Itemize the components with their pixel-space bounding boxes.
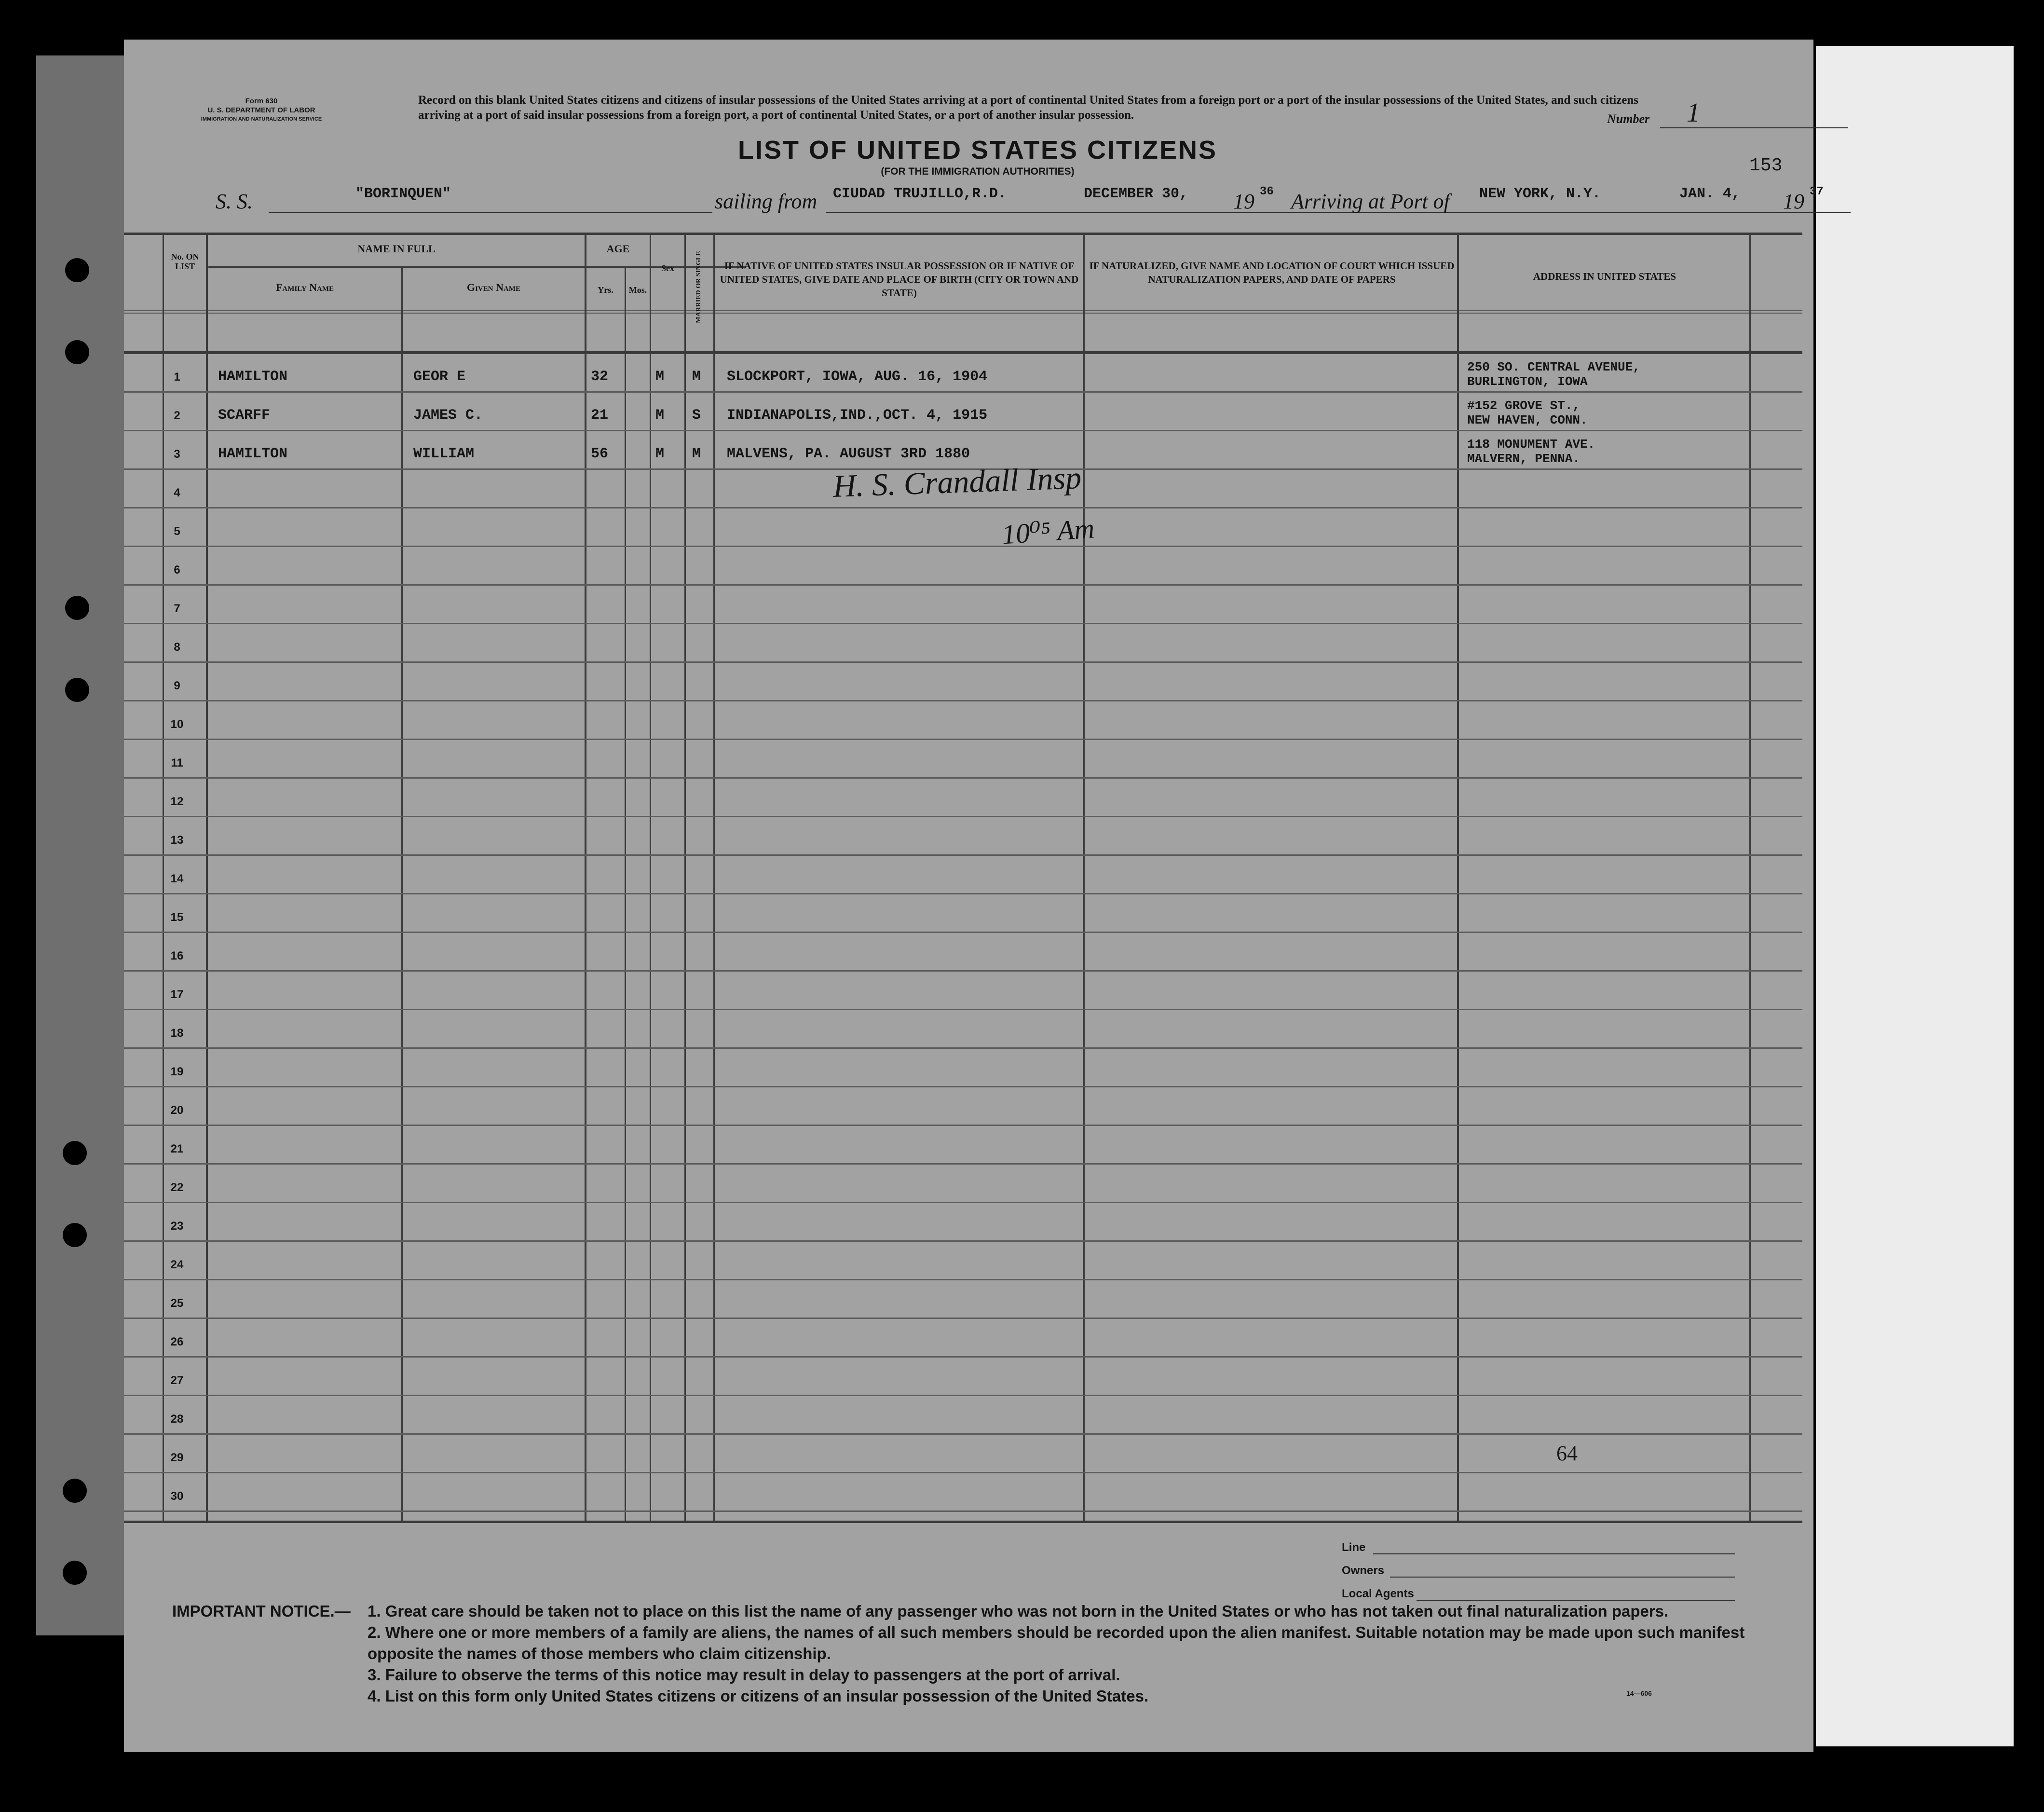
notice-4: 4. List on this form only United States citizens or citizens of an insular possession of the United States. xyxy=(368,1687,1149,1705)
cell-given: GEOR E xyxy=(413,369,466,385)
cell-family: HAMILTON xyxy=(218,369,288,385)
table-row xyxy=(124,1165,1802,1203)
header-no-on-list: No. ON LIST xyxy=(171,252,199,271)
manifest-sheet xyxy=(124,40,1824,1752)
row-number: 26 xyxy=(170,1335,184,1348)
table-row xyxy=(124,933,1802,972)
cell-sex: M xyxy=(655,446,665,462)
row-number: 12 xyxy=(170,795,184,808)
page-stamp: 153 xyxy=(1749,155,1783,176)
table-row xyxy=(124,779,1802,817)
table-row xyxy=(124,1010,1802,1049)
punch-hole xyxy=(63,1561,87,1585)
table-row xyxy=(124,508,1802,547)
cell-ms: M xyxy=(692,369,701,385)
table-row xyxy=(124,1203,1802,1242)
punch-hole xyxy=(63,1223,87,1247)
table-row xyxy=(124,354,1802,393)
header-mid-rule-2 xyxy=(124,313,1802,314)
form-title: LIST OF UNITED STATES CITIZENS xyxy=(738,136,1217,165)
inspection-time: 10⁰⁵ Am xyxy=(1001,512,1096,550)
row-number: 4 xyxy=(174,486,180,499)
punch-hole xyxy=(65,596,89,620)
origin-port: CIUDAD TRUJILLO,R.D. xyxy=(833,186,1007,202)
ss-label: S. S. xyxy=(216,190,253,213)
row-number: 1 xyxy=(174,371,180,384)
row-number: 21 xyxy=(170,1142,184,1155)
row-number: 23 xyxy=(170,1220,184,1233)
row-number: 24 xyxy=(170,1258,184,1271)
table-row xyxy=(124,1435,1802,1473)
cell-yrs: 32 xyxy=(591,369,609,385)
table-row xyxy=(124,1049,1802,1087)
punch-hole xyxy=(63,1141,87,1165)
cell-ms: S xyxy=(692,407,701,424)
header-family-name: Family Name xyxy=(275,281,334,293)
depart-year: 36 xyxy=(1260,185,1274,198)
table-row xyxy=(124,1396,1802,1435)
table-row xyxy=(124,586,1802,624)
header-address: ADDRESS IN UNITED STATES xyxy=(1533,271,1676,282)
cell-family: HAMILTON xyxy=(218,446,288,462)
sailing-label: sailing from xyxy=(715,190,818,213)
header-mos: Mos. xyxy=(628,285,647,295)
table-row xyxy=(124,663,1802,701)
arrival-port: NEW YORK, N.Y. xyxy=(1479,186,1601,202)
table-top-rule xyxy=(124,233,1802,235)
depart-date: DECEMBER 30, xyxy=(1084,186,1188,202)
cell-given: WILLIAM xyxy=(413,446,475,462)
table-row xyxy=(124,1280,1802,1319)
header-naturalized: IF NATURALIZED, GIVE NAME AND LOCATION OF COURT WHICH ISSUED NATURALIZATION PAPERS, AND DATE OF PAPERS xyxy=(1089,260,1455,285)
cell-sex: M xyxy=(655,369,665,385)
row-number: 6 xyxy=(174,563,180,577)
table-row xyxy=(124,856,1802,894)
table-row xyxy=(124,624,1802,663)
binder-strip xyxy=(36,55,124,1635)
arrival-year-prefix: 19 xyxy=(1783,190,1804,213)
local-agents-label: Local Agents xyxy=(1342,1587,1414,1600)
cell-birth: SLOCKPORT, IOWA, AUG. 16, 1904 xyxy=(727,369,988,385)
cell-family: SCARFF xyxy=(218,407,271,424)
line-label: Line xyxy=(1342,1541,1366,1554)
table-row xyxy=(124,1358,1802,1396)
form-instruction: Record on this blank United States citizens and citizens of insular possessions of the United States arriving at a port of continental United States from a foreign port or a port of the insular possessions of the United States, and such citizens arriving at a port of said insular possessions from a foreign port, a port of continental United States, or a port of another insular possession. xyxy=(418,94,1638,122)
punch-hole xyxy=(63,1479,87,1503)
line-underline xyxy=(1373,1553,1735,1554)
cell-address-line1: 118 MONUMENT AVE. xyxy=(1467,437,1595,452)
table-row xyxy=(124,740,1802,779)
passenger-rows xyxy=(124,354,1802,1522)
row-number: 28 xyxy=(170,1413,184,1426)
row-number: 11 xyxy=(171,756,183,769)
adjacent-page-edge xyxy=(1816,46,2014,1746)
cell-yrs: 21 xyxy=(591,407,609,424)
table-row xyxy=(124,1126,1802,1165)
table-row xyxy=(124,393,1802,431)
row-number: 27 xyxy=(170,1374,184,1387)
row-number: 18 xyxy=(170,1027,184,1040)
ship-name: "BORINQUEN" xyxy=(355,186,451,202)
row-number: 25 xyxy=(170,1297,184,1310)
row-number: 13 xyxy=(170,834,184,847)
row-number: 8 xyxy=(174,641,180,654)
cell-birth: INDIANAPOLIS,IND.,OCT. 4, 1915 xyxy=(727,407,988,424)
table-row xyxy=(124,817,1802,856)
row-number: 19 xyxy=(170,1065,184,1078)
table-row xyxy=(124,547,1802,586)
notice-2: 2. Where one or more members of a family are aliens, the names of all such members should be recorded upon the alien manifest. Suitable notation may be made upon such manifest opposite the names of those members who claim citizenship. xyxy=(368,1623,1745,1662)
arrival-year: 37 xyxy=(1810,185,1824,198)
form-subtitle: (FOR THE IMMIGRATION AUTHORITIES) xyxy=(881,166,1075,177)
row-number: 20 xyxy=(170,1104,184,1117)
cell-yrs: 56 xyxy=(591,446,609,462)
ship-underline xyxy=(269,212,712,213)
inspector-signature: H. S. Crandall Insp xyxy=(832,460,1082,504)
table-row xyxy=(124,1319,1802,1358)
number-label: Number xyxy=(1607,112,1650,126)
cell-birth: MALVENS, PA. AUGUST 3RD 1880 xyxy=(727,446,970,462)
arrival-date: JAN. 4, xyxy=(1679,186,1741,202)
row-number: 2 xyxy=(174,409,180,422)
table-row xyxy=(124,701,1802,740)
row-rule xyxy=(124,1510,1802,1512)
row-number: 7 xyxy=(174,602,180,615)
header-birth: IF NATIVE OF UNITED STATES INSULAR POSSESSION OR IF NATIVE OF UNITED STATES, GIVE DATE AND PLACE OF BIRTH (CITY OR TOWN AND STATE) xyxy=(720,260,1079,299)
cell-given: JAMES C. xyxy=(413,407,483,424)
row-number: 30 xyxy=(170,1490,184,1503)
punch-hole xyxy=(65,678,89,702)
notice-1: 1. Great care should be taken not to place on this list the name of any passenger who was not born in the United States or who has not taken out final naturalization papers. xyxy=(368,1602,1669,1620)
number-value: 1 xyxy=(1687,98,1700,128)
header-sex: Sex xyxy=(661,263,674,273)
header-married-single: MARRIED OR SINGLE xyxy=(695,251,702,323)
punch-hole xyxy=(65,258,89,282)
table-row xyxy=(124,972,1802,1010)
row-number: 29 xyxy=(170,1451,184,1464)
notice-title: IMPORTANT NOTICE.— xyxy=(172,1602,351,1620)
arriving-label: Arriving at Port of xyxy=(1291,190,1450,213)
row-number: 16 xyxy=(170,949,184,962)
print-code: 14—606 xyxy=(1626,1689,1652,1697)
service-name: IMMIGRATION AND NATURALIZATION SERVICE xyxy=(201,116,322,122)
cell-address-line2: MALVERN, PENNA. xyxy=(1467,452,1581,466)
header-given-name: Given Name xyxy=(466,281,520,293)
header-name-in-full: NAME IN FULL xyxy=(357,243,436,255)
owners-underline xyxy=(1390,1577,1735,1578)
depart-year-prefix: 19 xyxy=(1233,190,1254,213)
row-number: 9 xyxy=(174,679,180,692)
form-number: Form 630 xyxy=(245,97,278,105)
table-row xyxy=(124,1242,1802,1280)
cell-address-line2: NEW HAVEN, CONN. xyxy=(1467,413,1588,427)
row-number: 10 xyxy=(170,718,184,731)
cell-address-line2: BURLINGTON, IOWA xyxy=(1467,374,1588,389)
header-yrs: Yrs. xyxy=(598,285,613,295)
notice-3: 3. Failure to observe the terms of this notice may result in delay to passengers at the port of arrival. xyxy=(368,1666,1120,1684)
row-number: 15 xyxy=(170,911,184,924)
row-number: 22 xyxy=(170,1181,184,1194)
form-identifier xyxy=(182,96,341,124)
department-name: U. S. DEPARTMENT OF LABOR xyxy=(207,106,315,114)
table-row xyxy=(124,1087,1802,1126)
header-mid-rule xyxy=(124,310,1802,311)
cell-ms: M xyxy=(692,446,701,462)
row-number: 3 xyxy=(174,448,180,461)
passenger-count-note: 64 xyxy=(1556,1441,1578,1465)
punch-hole xyxy=(65,340,89,364)
header-age: AGE xyxy=(606,243,630,255)
row-number: 17 xyxy=(170,988,184,1001)
row-number: 14 xyxy=(170,872,184,885)
table-row xyxy=(124,894,1802,933)
cell-sex: M xyxy=(655,407,665,424)
owners-label: Owners xyxy=(1342,1564,1385,1577)
table-row xyxy=(124,1473,1802,1512)
cell-address-line1: 250 SO. CENTRAL AVENUE, xyxy=(1467,360,1640,374)
cell-address-line1: #152 GROVE ST., xyxy=(1467,398,1581,413)
row-number: 5 xyxy=(174,525,180,538)
